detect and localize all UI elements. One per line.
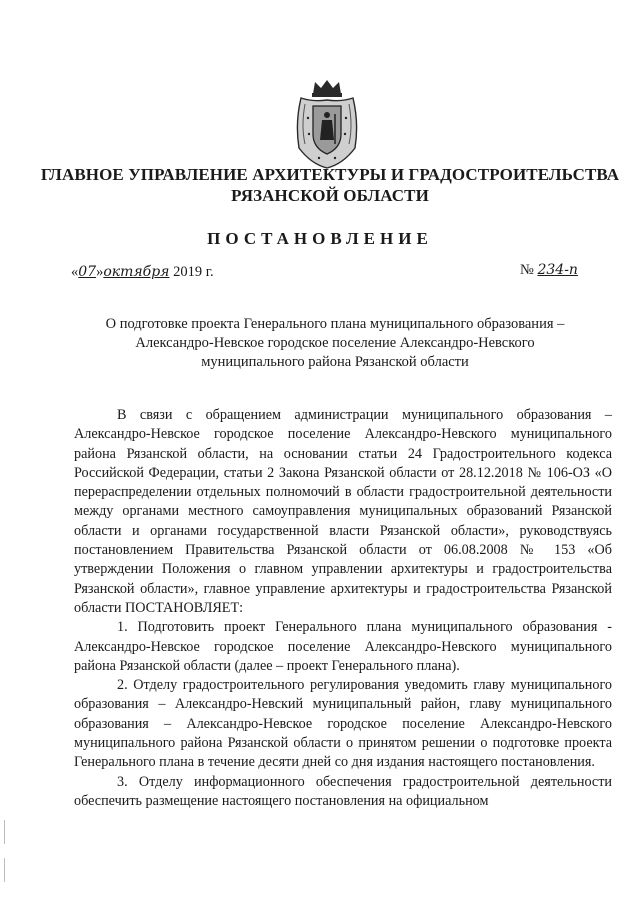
date-mid-quote: » [96, 264, 104, 280]
subject-line: О подготовке проекта Генерального плана муниципального образования – [105, 316, 565, 332]
subject-line: Александро-Невское городское поселение Александро-Невского [135, 335, 535, 351]
clause-2-paragraph: 2. Отделу градостроительного регулирования уведомить главу муниципального образования – Александро-Невский муниципальный район, главу муниципального образования – Александро-Невское городское поселение Александро-Невского муниципального района Рязанской области о принятом решении о подготовке проекта Генерального плана в течение десяти дней со дня издания настоящего постановления. [74, 677, 612, 771]
organization-name-line2: РЯЗАНСКОЙ ОБЛАСТИ [231, 186, 429, 205]
date-year: 2019 г. [173, 264, 214, 280]
preamble-paragraph: В связи с обращением администрации муниципального образования – Александро-Невское городское поселение Александро-Невского муниципального района Рязанской области, на основании статьи 24 Градостроительного кодекса Российской Федерации, статьи 2 Закона Рязанской области от 28.12.2018 № 106-ОЗ «О перераспределении отдельных полномочий в области градостроительной деятельности между органами местного самоуправления муниципальных образований Рязанской области и органами государственной власти Рязанской области», руководствуясь постановлением Правительства Рязанской области от 06.08.2008 № 153 «Об утверждении Положения о главном управлении архитектуры и градостроительства Рязанской области», главное управление архитектуры и градостроительства Рязанской области ПОСТАНОВЛЯЕТ: [74, 407, 612, 616]
date-day: 07 [78, 264, 97, 280]
number-value: 234-п [537, 262, 578, 278]
date-month: октября [103, 264, 170, 280]
date-open-quote: « [71, 264, 79, 280]
document-body [74, 406, 612, 811]
organization-name-line1: ГЛАВНОЕ УПРАВЛЕНИЕ АРХИТЕКТУРЫ И ГРАДОСТРОИТЕЛЬСТВА [40, 165, 620, 184]
scan-artifact [4, 820, 5, 844]
document-subject [100, 315, 570, 372]
subject-line: муниципального района Рязанской области [201, 354, 469, 370]
document-date [71, 264, 214, 281]
scan-artifact [4, 858, 5, 882]
clause-1-paragraph: 1. Подготовить проект Генерального плана муниципального образования - Александро-Невское городское поселение Александро-Невского муниципального района Рязанской области (далее – проект Генерального плана). [74, 619, 612, 674]
document-number [520, 262, 578, 279]
document-type-title: ПОСТАНОВЛЕНИЕ [207, 229, 433, 248]
clause-3-paragraph: 3. Отделу информационного обеспечения градостроительной деятельности обеспечить размещение настоящего постановления на официальном [74, 773, 612, 809]
coat-of-arms-icon [291, 78, 363, 170]
number-prefix: № [520, 262, 534, 278]
